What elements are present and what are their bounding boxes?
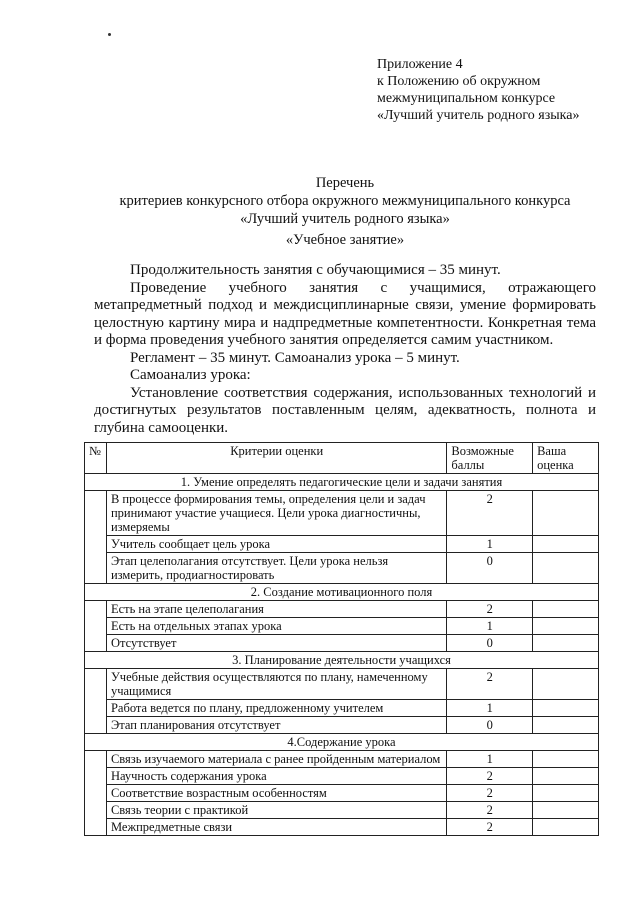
table-row [85, 819, 599, 836]
criterion-cell: В процессе формирования темы, определения цели и задач принимают участие учащиеся. Цели урока диагностичны, измеряемы [106, 491, 446, 536]
points-cell: 0 [447, 553, 533, 584]
points-cell: 2 [447, 768, 533, 785]
points-cell: 0 [447, 717, 533, 734]
your-score-cell[interactable] [533, 553, 599, 584]
criteria-table-wrap [84, 442, 599, 836]
criterion-cell: Отсутствует [106, 635, 446, 652]
your-score-cell[interactable] [533, 491, 599, 536]
criterion-cell: Соответствие возрастным особенностям [106, 785, 446, 802]
annex-line: «Лучший учитель родного языка» [377, 108, 580, 123]
section-title: 4.Содержание урока [85, 734, 599, 751]
table-row [85, 785, 599, 802]
table-row [85, 635, 599, 652]
title-line: Перечень [315, 175, 375, 191]
section-row [85, 734, 599, 751]
points-cell: 1 [447, 618, 533, 635]
points-cell: 2 [447, 785, 533, 802]
table-row [85, 700, 599, 717]
paragraph-selfanalysis-text: Установление соответствия содержания, использованных технологий и достигнутых результатов поставленным целям, адекватность, полнота и глубина самооценки. [94, 384, 596, 436]
section-title: 3. Планирование деятельности учащихся [85, 652, 599, 669]
your-score-cell[interactable] [533, 802, 599, 819]
section-row [85, 652, 599, 669]
points-cell: 1 [447, 536, 533, 553]
title-line: «Лучший учитель родного языка» [240, 211, 450, 227]
points-cell: 2 [447, 491, 533, 536]
table-header-row [85, 443, 599, 474]
criterion-cell: Есть на этапе целеполагания [106, 601, 446, 618]
your-score-cell[interactable] [533, 601, 599, 618]
row-number-cell [85, 751, 107, 836]
your-score-cell[interactable] [533, 717, 599, 734]
table-row [85, 802, 599, 819]
criterion-cell: Этап планирования отсутствует [106, 717, 446, 734]
your-score-cell[interactable] [533, 751, 599, 768]
body-text [94, 262, 596, 437]
your-score-cell[interactable] [533, 618, 599, 635]
points-cell: 1 [447, 700, 533, 717]
points-cell: 2 [447, 601, 533, 618]
annex-line: к Положению об окружном [377, 74, 541, 89]
table-body [85, 474, 599, 836]
table-row [85, 536, 599, 553]
annex-line: межмуниципальном конкурсе [377, 91, 556, 106]
criteria-table [84, 442, 599, 836]
section-title: 1. Умение определять педагогические цели и задачи занятия [85, 474, 599, 491]
section-row [85, 584, 599, 601]
annex-header [377, 56, 627, 124]
table-row [85, 751, 599, 768]
your-score-cell[interactable] [533, 785, 599, 802]
section-title: 2. Создание мотивационного поля [85, 584, 599, 601]
your-score-cell[interactable] [533, 700, 599, 717]
your-score-cell[interactable] [533, 768, 599, 785]
row-number-cell [85, 669, 107, 734]
points-cell: 1 [447, 751, 533, 768]
your-score-cell[interactable] [533, 819, 599, 836]
header-possible-points: Возможные баллы [447, 443, 533, 474]
table-row [85, 768, 599, 785]
points-cell: 2 [447, 819, 533, 836]
paragraph-regulation: Регламент – 35 минут. Самоанализ урока – 5 минут. [130, 349, 460, 366]
your-score-cell[interactable] [533, 669, 599, 700]
your-score-cell[interactable] [533, 635, 599, 652]
points-cell: 2 [447, 802, 533, 819]
criterion-cell: Межпредметные связи [106, 819, 446, 836]
table-row [85, 491, 599, 536]
paragraph-description: Проведение учебного занятия с учащимися, отражающего метапредметный подход и междисциплинарные связи, умение формировать целостную картину мира и надпредметные компетентности. Конкретная тема и форма проведения учебного занятия определяется самим участником. [94, 279, 596, 348]
row-number-cell [85, 491, 107, 584]
section-row [85, 474, 599, 491]
paragraph-duration: Продолжительность занятия с обучающимися – 35 минут. [130, 262, 501, 278]
table-row [85, 669, 599, 700]
document-title [60, 174, 630, 228]
paragraph-selfanalysis-label: Самоанализ урока: [130, 367, 251, 383]
criterion-cell: Научность содержания урока [106, 768, 446, 785]
row-number-cell [85, 601, 107, 652]
table-row [85, 717, 599, 734]
table-row [85, 601, 599, 618]
header-your-score: Ваша оценка [533, 443, 599, 474]
criterion-cell: Этап целеполагания отсутствует. Цели урока нельзя измерить, продиагностировать [106, 553, 446, 584]
title-line: критериев конкурсного отбора окружного межмуниципального конкурса [119, 193, 571, 209]
annex-line: Приложение 4 [377, 57, 463, 72]
points-cell: 2 [447, 669, 533, 700]
criterion-cell: Учитель сообщает цель урока [106, 536, 446, 553]
document-subtitle: «Учебное занятие» [285, 232, 405, 248]
criterion-cell: Есть на отдельных этапах урока [106, 618, 446, 635]
your-score-cell[interactable] [533, 536, 599, 553]
header-number: № [85, 443, 107, 474]
criterion-cell: Связь теории с практикой [106, 802, 446, 819]
table-row [85, 553, 599, 584]
header-criteria: Критерии оценки [106, 443, 446, 474]
criterion-cell: Связь изучаемого материала с ранее пройденным материалом [106, 751, 446, 768]
scan-speck [108, 33, 111, 36]
criterion-cell: Учебные действия осуществляются по плану, намеченному учащимися [106, 669, 446, 700]
criterion-cell: Работа ведется по плану, предложенному учителем [106, 700, 446, 717]
points-cell: 0 [447, 635, 533, 652]
table-row [85, 618, 599, 635]
